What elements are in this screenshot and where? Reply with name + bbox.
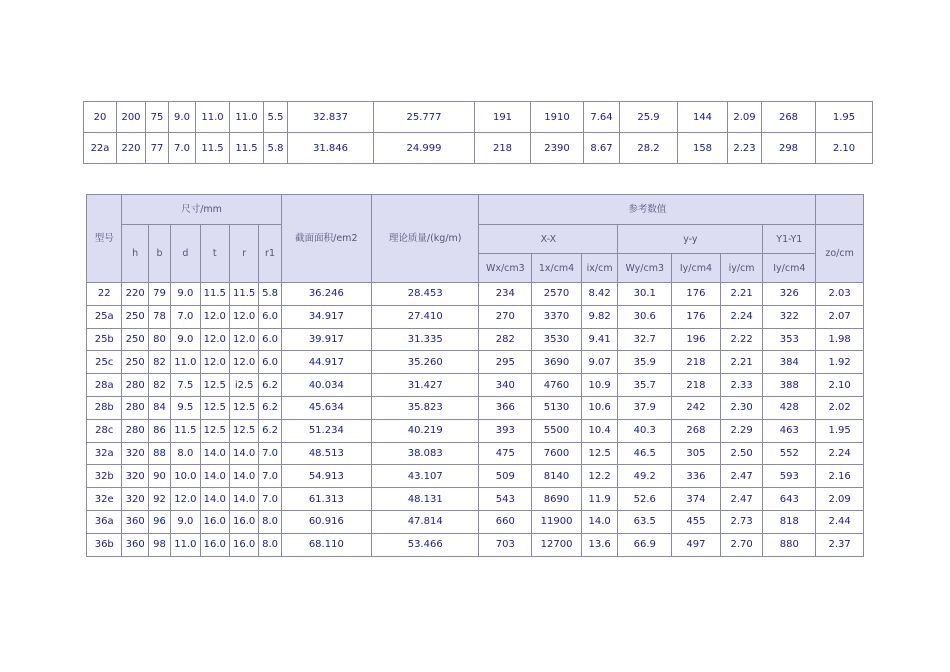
table-cell: 2.22 bbox=[720, 328, 763, 351]
table-cell: 282 bbox=[479, 328, 532, 351]
table-cell: 660 bbox=[479, 510, 532, 533]
table-cell: 2.21 bbox=[720, 351, 763, 374]
table-cell: 2.33 bbox=[720, 374, 763, 397]
table-cell: 11.0 bbox=[171, 351, 200, 374]
table-cell: 45.634 bbox=[281, 396, 371, 419]
table-cell: 2.47 bbox=[720, 488, 763, 511]
table-cell: 82 bbox=[148, 351, 170, 374]
table-cell: 39.917 bbox=[281, 328, 371, 351]
table-cell: 8690 bbox=[532, 488, 582, 511]
table-cell: 7.0 bbox=[259, 488, 281, 511]
table-cell: 53.466 bbox=[371, 533, 479, 556]
table-cell: 509 bbox=[479, 465, 532, 488]
table-cell: 388 bbox=[763, 374, 816, 397]
table-cell: 51.234 bbox=[281, 419, 371, 442]
table-cell: 543 bbox=[479, 488, 532, 511]
table-cell: 234 bbox=[479, 283, 532, 306]
table-cell: 5130 bbox=[532, 396, 582, 419]
table-cell: 32a bbox=[87, 442, 122, 465]
table-cell: 320 bbox=[122, 465, 148, 488]
table-cell: 30.6 bbox=[618, 305, 672, 328]
table-cell: 1.95 bbox=[816, 419, 864, 442]
table-row bbox=[84, 133, 873, 164]
table-cell: 77 bbox=[146, 133, 169, 164]
table-cell: 16.0 bbox=[229, 533, 258, 556]
table-cell: 2.50 bbox=[720, 442, 763, 465]
table-cell: 2.16 bbox=[816, 465, 864, 488]
table-cell: 9.0 bbox=[171, 510, 200, 533]
table-cell: 9.41 bbox=[581, 328, 618, 351]
table-cell: 9.0 bbox=[169, 102, 196, 133]
header-h: h bbox=[122, 225, 148, 283]
table-cell: 22a bbox=[84, 133, 117, 164]
table-cell: 463 bbox=[763, 419, 816, 442]
table-cell: 218 bbox=[475, 133, 531, 164]
table-cell: 36.246 bbox=[281, 283, 371, 306]
table-cell: 280 bbox=[122, 396, 148, 419]
table-cell: 1.92 bbox=[816, 351, 864, 374]
table-cell: 92 bbox=[148, 488, 170, 511]
channel-steel-table bbox=[86, 194, 864, 557]
table-row bbox=[87, 442, 864, 465]
table-cell: 35.823 bbox=[371, 396, 479, 419]
table-cell: 4760 bbox=[532, 374, 582, 397]
table-cell: 7.5 bbox=[171, 374, 200, 397]
table-cell: 2570 bbox=[532, 283, 582, 306]
header-dimensions: 尺寸/mm bbox=[122, 195, 281, 225]
table-cell: 374 bbox=[672, 488, 721, 511]
table-cell: 8140 bbox=[532, 465, 582, 488]
table-cell: 1.95 bbox=[816, 102, 873, 133]
table-cell: 8.0 bbox=[259, 533, 281, 556]
table-cell: 7.0 bbox=[171, 305, 200, 328]
table-cell: 10.0 bbox=[171, 465, 200, 488]
table-cell: 322 bbox=[763, 305, 816, 328]
table-cell: 7600 bbox=[532, 442, 582, 465]
table-cell: 220 bbox=[117, 133, 146, 164]
table-cell: 12.0 bbox=[229, 328, 258, 351]
header-model: 型号 bbox=[87, 195, 122, 283]
table-cell: 270 bbox=[479, 305, 532, 328]
table-row bbox=[87, 510, 864, 533]
table-cell: 144 bbox=[678, 102, 728, 133]
header-section-area: 截面面积/em2 bbox=[281, 195, 371, 283]
table-cell: 25a bbox=[87, 305, 122, 328]
table-cell: 268 bbox=[762, 102, 816, 133]
table-row bbox=[87, 305, 864, 328]
table-cell: 25b bbox=[87, 328, 122, 351]
table-cell: 295 bbox=[479, 351, 532, 374]
table-cell: 2.09 bbox=[728, 102, 762, 133]
table-cell: 475 bbox=[479, 442, 532, 465]
table-cell: 12.0 bbox=[200, 305, 229, 328]
table-cell: 5500 bbox=[532, 419, 582, 442]
table-cell: 1910 bbox=[531, 102, 584, 133]
table-cell: 250 bbox=[122, 305, 148, 328]
table-cell: 218 bbox=[672, 374, 721, 397]
table-cell: 360 bbox=[122, 510, 148, 533]
table-cell: 2.10 bbox=[816, 374, 864, 397]
table-cell: 5.8 bbox=[264, 133, 288, 164]
table-cell: 8.0 bbox=[259, 510, 281, 533]
table-cell: 8.0 bbox=[171, 442, 200, 465]
table-cell: 298 bbox=[762, 133, 816, 164]
table-cell: 14.0 bbox=[200, 488, 229, 511]
table-cell: 10.4 bbox=[581, 419, 618, 442]
table-cell: 12.0 bbox=[200, 351, 229, 374]
table-cell: 36b bbox=[87, 533, 122, 556]
table-cell: 280 bbox=[122, 374, 148, 397]
table-cell: 2.30 bbox=[720, 396, 763, 419]
table-cell: 818 bbox=[763, 510, 816, 533]
table-cell: 68.110 bbox=[281, 533, 371, 556]
table-cell: 280 bbox=[122, 419, 148, 442]
table-cell: 305 bbox=[672, 442, 721, 465]
table-cell: 28.2 bbox=[620, 133, 678, 164]
table-cell: 455 bbox=[672, 510, 721, 533]
table-cell: 37.9 bbox=[618, 396, 672, 419]
table-cell: 25.9 bbox=[620, 102, 678, 133]
table-cell: 3370 bbox=[532, 305, 582, 328]
table-cell: 880 bbox=[763, 533, 816, 556]
table-cell: 43.107 bbox=[371, 465, 479, 488]
table-cell: 6.2 bbox=[259, 419, 281, 442]
table-cell: 196 bbox=[672, 328, 721, 351]
table-cell: 46.5 bbox=[618, 442, 672, 465]
table-cell: 497 bbox=[672, 533, 721, 556]
header-r1: r1 bbox=[259, 225, 281, 283]
table-cell: 14.0 bbox=[581, 510, 618, 533]
table-cell: 48.131 bbox=[371, 488, 479, 511]
table-cell: 11900 bbox=[532, 510, 582, 533]
table-cell: 6.2 bbox=[259, 374, 281, 397]
table-row bbox=[87, 328, 864, 351]
table-cell: 32e bbox=[87, 488, 122, 511]
table-cell: 27.410 bbox=[371, 305, 479, 328]
table-cell: 14.0 bbox=[229, 465, 258, 488]
table-row bbox=[87, 283, 864, 306]
table-cell: 2390 bbox=[531, 133, 584, 164]
table-cell: 60.916 bbox=[281, 510, 371, 533]
header-theoretical-mass: 理论质量/(kg/m) bbox=[371, 195, 479, 283]
table-cell: 6.0 bbox=[259, 328, 281, 351]
table-cell: 12.5 bbox=[229, 419, 258, 442]
table-cell: 12.0 bbox=[171, 488, 200, 511]
table-cell: 320 bbox=[122, 442, 148, 465]
table-cell: 31.846 bbox=[288, 133, 374, 164]
table-cell: 393 bbox=[479, 419, 532, 442]
table-cell: 14.0 bbox=[229, 442, 258, 465]
table-cell: 2.23 bbox=[728, 133, 762, 164]
table-cell: 28.453 bbox=[371, 283, 479, 306]
table-cell: 75 bbox=[146, 102, 169, 133]
table-cell: 176 bbox=[672, 283, 721, 306]
table-cell: 2.03 bbox=[816, 283, 864, 306]
table-cell: 5.8 bbox=[259, 283, 281, 306]
table-cell: 31.335 bbox=[371, 328, 479, 351]
table-cell: 12.5 bbox=[200, 374, 229, 397]
header-d: d bbox=[171, 225, 200, 283]
table-cell: 1.98 bbox=[816, 328, 864, 351]
table-cell: 25c bbox=[87, 351, 122, 374]
table-cell: 44.917 bbox=[281, 351, 371, 374]
table-cell: 340 bbox=[479, 374, 532, 397]
table-cell: 12.0 bbox=[200, 328, 229, 351]
table-cell: 13.6 bbox=[581, 533, 618, 556]
table-cell: 6.0 bbox=[259, 351, 281, 374]
header-iy-cm4: Iy/cm4 bbox=[672, 254, 721, 283]
table-cell: 384 bbox=[763, 351, 816, 374]
table-cell: 12.0 bbox=[229, 351, 258, 374]
table-row bbox=[87, 488, 864, 511]
table-row bbox=[87, 374, 864, 397]
table-cell: 35.260 bbox=[371, 351, 479, 374]
table-cell: 28b bbox=[87, 396, 122, 419]
table-cell: 2.10 bbox=[816, 133, 873, 164]
table-cell: 49.2 bbox=[618, 465, 672, 488]
table-cell: 96 bbox=[148, 510, 170, 533]
table-cell: 80 bbox=[148, 328, 170, 351]
table-cell: 9.82 bbox=[581, 305, 618, 328]
table-cell: 3530 bbox=[532, 328, 582, 351]
table-cell: 63.5 bbox=[618, 510, 672, 533]
table-cell: 11.5 bbox=[200, 283, 229, 306]
table-cell: 12.0 bbox=[229, 305, 258, 328]
table-cell: 320 bbox=[122, 488, 148, 511]
table-cell: 7.0 bbox=[259, 465, 281, 488]
table-cell: 6.2 bbox=[259, 396, 281, 419]
table-cell: 54.913 bbox=[281, 465, 371, 488]
table-cell: 52.6 bbox=[618, 488, 672, 511]
table-cell: 2.21 bbox=[720, 283, 763, 306]
table-cell: 48.513 bbox=[281, 442, 371, 465]
table-cell: 9.5 bbox=[171, 396, 200, 419]
table-cell: 11.9 bbox=[581, 488, 618, 511]
table-cell: 31.427 bbox=[371, 374, 479, 397]
table-cell: 14.0 bbox=[229, 488, 258, 511]
table-cell: 12.5 bbox=[581, 442, 618, 465]
table-cell: 61.313 bbox=[281, 488, 371, 511]
table-cell: 40.219 bbox=[371, 419, 479, 442]
table-cell: 16.0 bbox=[200, 533, 229, 556]
table-cell: 12.5 bbox=[229, 396, 258, 419]
table-cell: 30.1 bbox=[618, 283, 672, 306]
table-cell: 12.5 bbox=[200, 396, 229, 419]
table-cell: 16.0 bbox=[229, 510, 258, 533]
header-ix-cm4: 1x/cm4 bbox=[532, 254, 582, 283]
table-cell: 84 bbox=[148, 396, 170, 419]
table-cell: 7.0 bbox=[259, 442, 281, 465]
table-row bbox=[87, 419, 864, 442]
table-cell: 8.42 bbox=[581, 283, 618, 306]
table-cell: 2.09 bbox=[816, 488, 864, 511]
table-cell: 336 bbox=[672, 465, 721, 488]
table-cell: 12.5 bbox=[200, 419, 229, 442]
table-cell: 98 bbox=[148, 533, 170, 556]
table-cell: 79 bbox=[148, 283, 170, 306]
table-cell: 11.5 bbox=[171, 419, 200, 442]
table-cell: 242 bbox=[672, 396, 721, 419]
header-y1-y1: Y1-Y1 bbox=[763, 225, 816, 254]
table-cell: 90 bbox=[148, 465, 170, 488]
table-cell: 32b bbox=[87, 465, 122, 488]
table-cell: 2.37 bbox=[816, 533, 864, 556]
header-zo: zo/cm bbox=[816, 225, 864, 283]
table-cell: 2.07 bbox=[816, 305, 864, 328]
table-cell: 14.0 bbox=[200, 442, 229, 465]
table-cell: 88 bbox=[148, 442, 170, 465]
table-cell: 11.0 bbox=[196, 102, 230, 133]
header-blank bbox=[816, 195, 864, 225]
header-x-x: X-X bbox=[479, 225, 618, 254]
table-cell: 200 bbox=[117, 102, 146, 133]
table-cell: 220 bbox=[122, 283, 148, 306]
table-cell: 16.0 bbox=[200, 510, 229, 533]
table-body bbox=[87, 283, 864, 557]
table-cell: 703 bbox=[479, 533, 532, 556]
table-cell: 2.24 bbox=[720, 305, 763, 328]
table-cell: 552 bbox=[763, 442, 816, 465]
table-cell: 326 bbox=[763, 283, 816, 306]
table-cell: 250 bbox=[122, 328, 148, 351]
table-cell: 176 bbox=[672, 305, 721, 328]
table-cell: 9.0 bbox=[171, 283, 200, 306]
table-cell: 12.2 bbox=[581, 465, 618, 488]
table-cell: 191 bbox=[475, 102, 531, 133]
table-row bbox=[87, 465, 864, 488]
table-cell: 7.64 bbox=[584, 102, 620, 133]
table-cell: 40.3 bbox=[618, 419, 672, 442]
table-cell: 11.0 bbox=[171, 533, 200, 556]
table-cell: 12700 bbox=[532, 533, 582, 556]
table-cell: 158 bbox=[678, 133, 728, 164]
table-cell: 11.0 bbox=[230, 102, 264, 133]
header-reference-values: 参考数值 bbox=[479, 195, 816, 225]
table-cell: 2.24 bbox=[816, 442, 864, 465]
table-cell: 10.6 bbox=[581, 396, 618, 419]
header-iy-cm: iy/cm bbox=[720, 254, 763, 283]
table-cell: 38.083 bbox=[371, 442, 479, 465]
table-cell: 32.837 bbox=[288, 102, 374, 133]
table-cell: 47.814 bbox=[371, 510, 479, 533]
header-y-y: y-y bbox=[618, 225, 763, 254]
header-ix-cm: ix/cm bbox=[581, 254, 618, 283]
table-row bbox=[87, 396, 864, 419]
header-wx: Wx/cm3 bbox=[479, 254, 532, 283]
table-cell: 35.7 bbox=[618, 374, 672, 397]
table-cell: 268 bbox=[672, 419, 721, 442]
table-cell: 8.67 bbox=[584, 133, 620, 164]
table-cell: 78 bbox=[148, 305, 170, 328]
table-row bbox=[84, 102, 873, 133]
table-cell: 10.9 bbox=[581, 374, 618, 397]
header-iy1-cm4: Iy/cm4 bbox=[763, 254, 816, 283]
header-t: t bbox=[200, 225, 229, 283]
header-b: b bbox=[148, 225, 170, 283]
table-row bbox=[87, 351, 864, 374]
table-cell: 2.44 bbox=[816, 510, 864, 533]
table-cell: 40.034 bbox=[281, 374, 371, 397]
table-cell: 22 bbox=[87, 283, 122, 306]
table-cell: 6.0 bbox=[259, 305, 281, 328]
table-cell: 428 bbox=[763, 396, 816, 419]
table-cell: 2.29 bbox=[720, 419, 763, 442]
table-cell: 86 bbox=[148, 419, 170, 442]
table-cell: 24.999 bbox=[374, 133, 475, 164]
table-cell: 11.5 bbox=[229, 283, 258, 306]
table-cell: 82 bbox=[148, 374, 170, 397]
table-cell: 9.0 bbox=[171, 328, 200, 351]
table-row bbox=[87, 533, 864, 556]
table-cell: 36a bbox=[87, 510, 122, 533]
table-cell: 2.02 bbox=[816, 396, 864, 419]
table-cell: 2.73 bbox=[720, 510, 763, 533]
table-cell: 20 bbox=[84, 102, 117, 133]
table-cell: 7.0 bbox=[169, 133, 196, 164]
table-cell: 353 bbox=[763, 328, 816, 351]
table-cell: 32.7 bbox=[618, 328, 672, 351]
table-cell: 66.9 bbox=[618, 533, 672, 556]
header-r: r bbox=[229, 225, 258, 283]
table-cell: 360 bbox=[122, 533, 148, 556]
table-cell: 25.777 bbox=[374, 102, 475, 133]
table-cell: 218 bbox=[672, 351, 721, 374]
table-cell: 11.5 bbox=[230, 133, 264, 164]
table-cell: 35.9 bbox=[618, 351, 672, 374]
table-cell: 2.70 bbox=[720, 533, 763, 556]
table-cell: 9.07 bbox=[581, 351, 618, 374]
continuation-table bbox=[83, 101, 873, 164]
continuation-table-body bbox=[84, 102, 873, 164]
header-wy: Wy/cm3 bbox=[618, 254, 672, 283]
table-cell: 28a bbox=[87, 374, 122, 397]
table-cell: 11.5 bbox=[196, 133, 230, 164]
table-cell: 14.0 bbox=[200, 465, 229, 488]
table-cell: 250 bbox=[122, 351, 148, 374]
table-cell: 643 bbox=[763, 488, 816, 511]
table-cell: 593 bbox=[763, 465, 816, 488]
table-header bbox=[87, 195, 864, 283]
table-cell: i2.5 bbox=[229, 374, 258, 397]
table-cell: 366 bbox=[479, 396, 532, 419]
table-cell: 5.5 bbox=[264, 102, 288, 133]
table-cell: 28c bbox=[87, 419, 122, 442]
table-cell: 34.917 bbox=[281, 305, 371, 328]
table-cell: 2.47 bbox=[720, 465, 763, 488]
table-cell: 3690 bbox=[532, 351, 582, 374]
